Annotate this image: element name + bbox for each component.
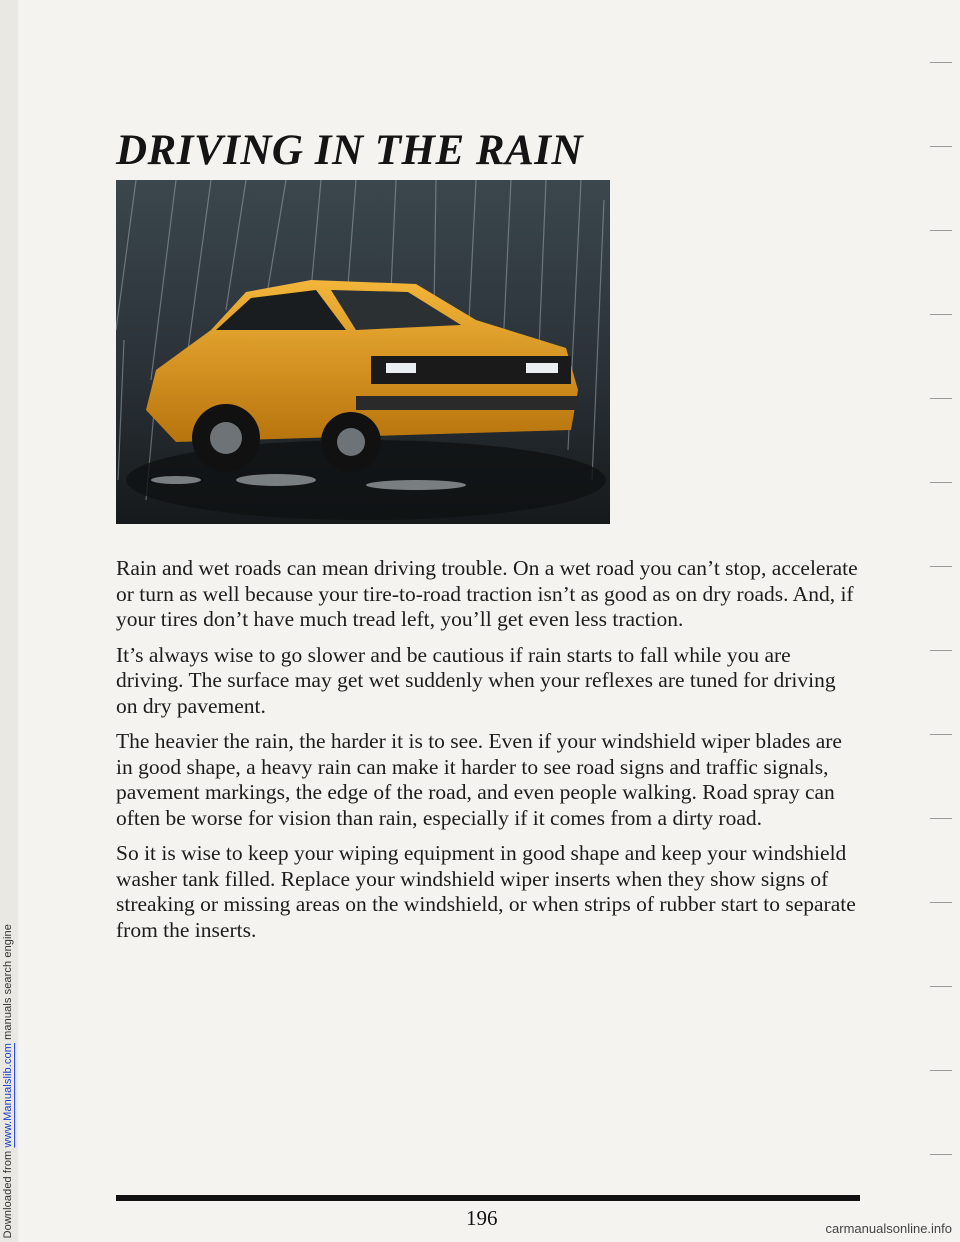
footer-rule bbox=[116, 1195, 860, 1201]
paragraph-traction: Rain and wet roads can mean driving trouble. On a wet road you can’t stop, accelerate or turn as well because your tire-to-road traction isn’t as good as on dry roads. And, if your tires don’t have much tread left, you’ll get even less traction. bbox=[116, 556, 858, 631]
margin-mark bbox=[930, 314, 952, 315]
download-source-note bbox=[2, 924, 14, 1238]
rain-car-photo bbox=[116, 180, 610, 524]
margin-mark bbox=[930, 734, 952, 735]
right-margin-marks bbox=[900, 0, 960, 1242]
paragraph-wiper-maintenance: So it is wise to keep your wiping equipment in good shape and keep your windshield washer tank filled. Replace your windshield wiper inserts when they show signs of streaking or missing areas on the windshield, or when strips of rubber start to separate from the inserts. bbox=[116, 841, 856, 942]
page-number: 196 bbox=[466, 1206, 498, 1230]
source-prefix: Downloaded from bbox=[2, 1147, 14, 1238]
car-in-rain-illustration bbox=[116, 180, 610, 524]
paragraph-go-slower: It’s always wise to go slower and be cautious if rain starts to fall while you are driving. The surface may get wet suddenly when your reflexes are tuned for driving on dry pavement. bbox=[116, 642, 836, 718]
source-suffix: manuals search engine bbox=[2, 923, 14, 1043]
page-title: DRIVING IN THE RAIN bbox=[116, 127, 584, 174]
margin-mark bbox=[930, 62, 952, 63]
margin-mark bbox=[930, 146, 952, 147]
margin-mark bbox=[930, 902, 952, 903]
margin-mark bbox=[930, 650, 952, 651]
margin-mark bbox=[930, 398, 952, 399]
margin-mark bbox=[930, 986, 952, 987]
manualslib-link[interactable]: www.Manualslib.com bbox=[2, 1042, 14, 1148]
margin-mark bbox=[930, 230, 952, 231]
margin-mark bbox=[930, 566, 952, 567]
margin-mark bbox=[930, 1154, 952, 1155]
margin-mark bbox=[930, 1070, 952, 1071]
body-text bbox=[116, 556, 860, 953]
margin-mark bbox=[930, 818, 952, 819]
paragraph-visibility: The heavier the rain, the harder it is to see. Even if your windshield wiper blades are in good shape, a heavy rain can make it harder to see road signs and traffic signals, pavement markings, the edge of the road, and even people walking. Road spray can often be worse for vision than rain, especially if it comes from a dirty road. bbox=[116, 729, 842, 830]
margin-mark bbox=[930, 482, 952, 483]
watermark: carmanualsonline.info bbox=[825, 1221, 952, 1236]
